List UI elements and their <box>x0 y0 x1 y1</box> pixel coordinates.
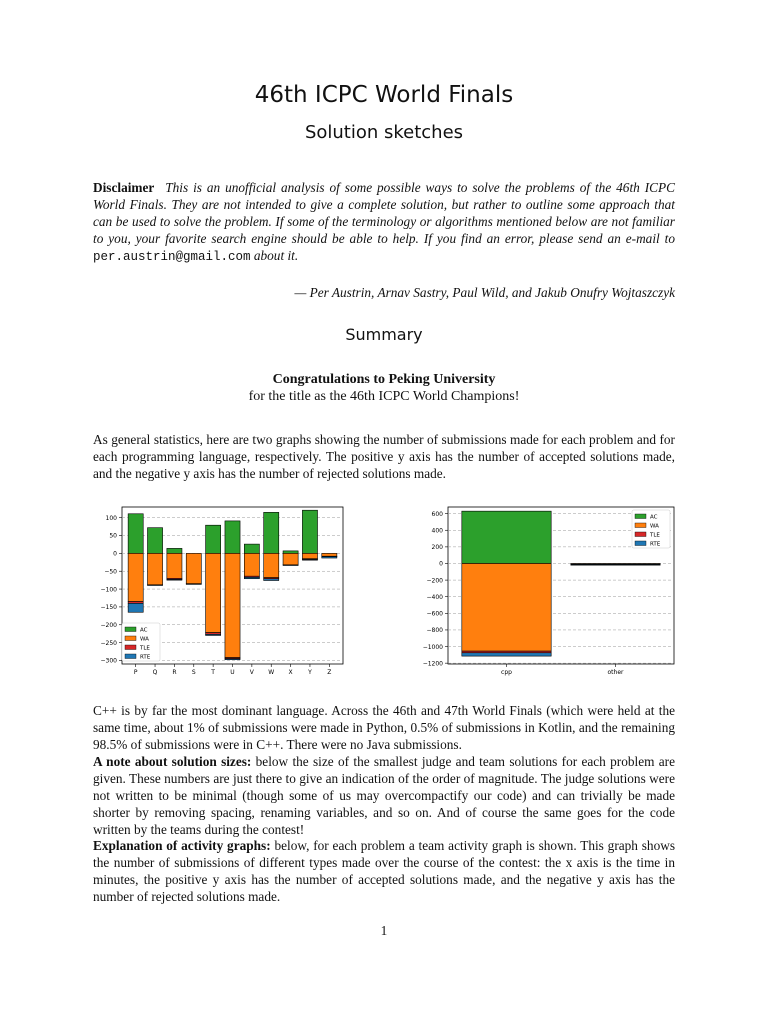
bar-ac-u <box>225 521 240 553</box>
page-number: 1 <box>380 923 388 938</box>
congrats-headline: Congratulations to Peking University <box>272 372 496 387</box>
x-tick-label: P <box>133 669 138 676</box>
problem-submissions-chart <box>92 505 348 677</box>
bar-wa-cpp <box>462 563 551 651</box>
legend-label-ac: AC <box>650 514 658 521</box>
bar-rte-r <box>167 579 182 580</box>
legend-swatch-rte <box>125 654 136 659</box>
y-tick-label: 0 <box>439 560 443 568</box>
solution-size-note <box>93 753 675 838</box>
note-text: below the size of the smallest judge and team solutions for each problem are given. These numbers are just there to give an indication of the order of magnitude. The judge solutions were not written to be minimal (though some of us may overcompactify our code) and can trivially be made shorter by removing spacing, renaming variables, and so on. And of course the same goes for the code written by the teams during the contest! <box>93 754 675 837</box>
x-tick-label: X <box>288 669 293 676</box>
bar-rte-u <box>225 659 240 660</box>
legend-label-wa: WA <box>140 636 149 643</box>
congrats-subline: for the title as the 46th ICPC World Champions! <box>248 389 520 404</box>
y-tick-label: 0 <box>113 550 117 558</box>
bar-ac-q <box>147 528 162 554</box>
y-tick-label: −150 <box>100 604 117 612</box>
y-tick-label: 200 <box>431 544 443 552</box>
y-tick-label: −1200 <box>422 660 443 668</box>
activity-lead: Explanation of activity graphs: <box>93 838 271 853</box>
email-link[interactable]: per.austrin@gmail.com <box>93 250 251 264</box>
x-tick-label: R <box>172 669 177 676</box>
x-tick-label: S <box>191 669 196 676</box>
bar-wa-t <box>206 553 221 632</box>
authors-line: — Per Austrin, Arnav Sastry, Paul Wild, and Jakub Onufry Wojtaszczyk <box>294 285 675 300</box>
x-tick-label: Y <box>308 669 312 676</box>
note-lead: A note about solution sizes: <box>93 754 252 769</box>
y-tick-label: −800 <box>426 627 443 635</box>
bar-wa-y <box>302 553 317 558</box>
bar-wa-r <box>167 553 182 578</box>
bar-ac-y <box>302 510 317 553</box>
congratulations-block <box>0 371 768 405</box>
summary-heading: Summary <box>345 325 423 344</box>
legend-label-ac: AC <box>140 627 148 634</box>
disclaimer-text: This is an unofficial analysis of some possible ways to solve the problems of the 46th ICPC World Finals. They are not intended to give a complete solution, but rather to outline some approach that can be used to solve the problem. If some of the terminology or algorithms mentioned below are not familiar to you, your favorite search engine should be able to help. If you find an error, please send an e-mail to <box>93 180 676 246</box>
stats-paragraph: As general statistics, here are two graphs showing the number of submissions made for each problem and for each programming language, respectively. The positive y axis has the number of accepted solutions made, and the negative y axis has the number of rejected solutions made. <box>93 432 675 481</box>
legend-label-wa: WA <box>650 523 659 530</box>
activity-graph-note <box>93 837 675 905</box>
legend-swatch-tle <box>635 532 646 537</box>
bar-ac-x <box>283 551 298 553</box>
y-tick-label: 50 <box>109 532 117 540</box>
legend-swatch-wa <box>125 636 136 641</box>
bar-wa-x <box>283 553 298 564</box>
x-tick-label: Q <box>152 669 158 676</box>
legend-label-tle: TLE <box>650 532 660 539</box>
legend-swatch-tle <box>125 645 136 650</box>
cpp-paragraph: C++ is by far the most dominant language. Across the 46th and 47th World Finals (which were held at the same time, about 1% of submissions were made in Python, 0.5% of submissions in Kotlin, and the remaining 98.5% of submissions were in C++. There were no Java submissions. <box>93 703 675 752</box>
bar-rte-p <box>128 603 143 612</box>
y-tick-label: −400 <box>426 593 443 601</box>
bar-rte-t <box>206 634 221 635</box>
bar-wa-z <box>322 553 337 556</box>
x-tick-label: V <box>249 669 254 676</box>
legend-swatch-ac <box>635 514 646 519</box>
language-submissions-chart <box>416 505 678 677</box>
bar-wa-u <box>225 553 240 657</box>
y-tick-label: −200 <box>426 577 443 585</box>
bar-ac-cpp <box>462 511 551 563</box>
y-tick-label: −50 <box>104 568 117 576</box>
x-tick-label: W <box>268 669 275 676</box>
bar-wa-w <box>264 553 279 577</box>
disclaimer-tail: about it. <box>253 248 299 263</box>
activity-text: below, for each problem a team activity graph is shown. This graph shows the number of submissions of different types made over the course of the contest: the x axis is the time in minutes, the positive y axis has the number of accepted solutions made, and the negative y axis has the number of rejected solutions made. <box>93 838 675 904</box>
bar-rte-other <box>571 564 660 565</box>
x-tick-label: other <box>607 669 624 676</box>
disclaimer-paragraph <box>93 179 675 266</box>
bar-rte-y <box>302 559 317 560</box>
y-tick-label: 400 <box>431 527 443 535</box>
bar-rte-w <box>264 579 279 581</box>
y-tick-label: 100 <box>105 514 117 522</box>
paper-subtitle: Solution sketches <box>304 122 464 143</box>
y-tick-label: −1000 <box>422 643 443 651</box>
legend-swatch-wa <box>635 523 646 528</box>
y-tick-label: −100 <box>100 586 117 594</box>
paper-title: 46th ICPC World Finals <box>254 82 514 108</box>
legend-swatch-rte <box>635 541 646 546</box>
bar-rte-cpp <box>462 653 551 656</box>
bar-ac-p <box>128 514 143 554</box>
x-tick-label: T <box>211 669 215 676</box>
x-tick-label: U <box>230 669 235 676</box>
x-tick-label: Z <box>327 669 332 676</box>
legend-label-rte: RTE <box>140 654 151 661</box>
bar-rte-q <box>147 585 162 586</box>
y-tick-label: 600 <box>431 510 443 518</box>
legend-label-rte: RTE <box>650 541 661 548</box>
bar-wa-v <box>244 553 259 576</box>
legend-label-tle: TLE <box>140 645 150 652</box>
bar-wa-p <box>128 553 143 601</box>
disclaimer-lead: Disclaimer <box>93 180 155 195</box>
y-tick-label: −300 <box>100 657 117 665</box>
bar-ac-w <box>264 512 279 553</box>
x-tick-label: cpp <box>501 669 512 676</box>
bar-ac-v <box>244 544 259 553</box>
bar-rte-z <box>322 557 337 558</box>
bar-rte-x <box>283 565 298 566</box>
legend-swatch-ac <box>125 627 136 632</box>
y-tick-label: −200 <box>100 621 117 629</box>
bar-wa-s <box>186 553 201 583</box>
bar-wa-q <box>147 553 162 584</box>
bar-rte-s <box>186 584 201 585</box>
bar-rte-v <box>244 577 259 578</box>
bar-ac-t <box>206 525 221 553</box>
y-tick-label: −600 <box>426 610 443 618</box>
y-tick-label: −250 <box>100 639 117 647</box>
bar-ac-r <box>167 548 182 553</box>
